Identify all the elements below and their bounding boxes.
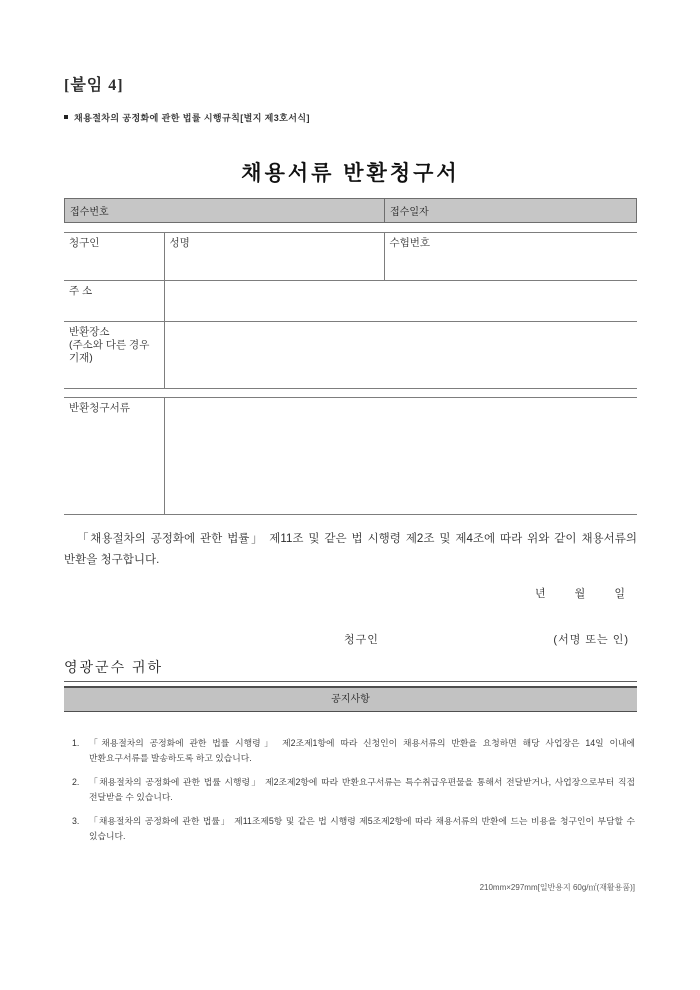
table-row <box>65 199 637 223</box>
return-place-note: (주소와 다른 경우 기재) <box>69 339 150 364</box>
date-year-label: 년 <box>534 588 546 600</box>
notice-header-bar: 공지사항 <box>64 686 637 712</box>
return-place-label: 반환장소 <box>69 326 110 338</box>
date-month-label: 월 <box>574 588 586 600</box>
receipt-header-table <box>64 198 637 223</box>
signature-note: (서명 또는 인) <box>553 634 629 646</box>
table-row <box>64 281 637 322</box>
address-label-cell: 주 소 <box>64 281 164 322</box>
regulation-reference <box>64 113 637 124</box>
recipient-line: 영광군수 귀하 <box>64 659 164 675</box>
form-title: 채용서류 반환청구서 <box>241 162 460 185</box>
claimant-info-table <box>64 232 637 389</box>
table-row <box>64 322 637 389</box>
declaration-text: 「채용절차의 공정화에 관한 법률」 제11조 및 같은 법 시행령 제2조 및 제4조에 따라 위와 같이 채용서류의 반환을 청구합니다. <box>64 533 637 566</box>
notice-item-text: 「채용절차의 공정화에 관한 법률 시행령」 제2조제1항에 따라 신청인이 채용서류의 반환을 요청하면 해당 사업장은 14일 이내에 반환요구서류를 발송하도록 하고 있습니다. <box>89 738 635 763</box>
date-line <box>64 585 637 598</box>
exam-number-input-cell: 수험번호 <box>384 233 637 281</box>
return-documents-input-cell <box>164 398 637 515</box>
regulation-reference-text: 채용절차의 공정화에 관한 법률 시행규칙[별지 제3호서식] <box>74 113 310 123</box>
receipt-number-cell: 접수번호 <box>65 199 385 223</box>
notice-item-number: 2. <box>72 777 80 787</box>
receipt-date-cell: 접수일자 <box>385 199 637 223</box>
paper-spec-footer: 210mm×297mm[일반용지 60g/㎡(재활용품)] <box>479 883 635 892</box>
claimant-label-cell: 청구인 <box>64 233 164 281</box>
attachment-label: [붙임 4] <box>64 77 124 94</box>
table-row <box>64 398 637 515</box>
notice-item-number: 1. <box>72 738 80 748</box>
address-input-cell <box>164 281 637 322</box>
return-place-label-cell <box>64 322 164 389</box>
notice-item-number: 3. <box>72 816 80 826</box>
section-divider <box>64 681 637 682</box>
bullet-icon <box>64 115 68 119</box>
list-item <box>72 814 635 844</box>
date-day-label: 일 <box>614 588 625 600</box>
table-row <box>64 233 637 281</box>
return-documents-table <box>64 397 637 515</box>
notice-list <box>64 736 637 844</box>
notice-item-text: 「채용절차의 공정화에 관한 법률」 제11조제5항 및 같은 법 시행령 제5조제2항에 따라 채용서류의 반환에 드는 비용을 청구인이 부담할 수 있습니다. <box>89 816 635 841</box>
signature-line <box>64 631 637 647</box>
return-documents-label-cell: 반환청구서류 <box>64 398 164 515</box>
notice-item-text: 「채용절차의 공정화에 관한 법률 시행령」 제2조제2항에 따라 반환요구서류는 특수취급우편물을 통해서 전달받거나, 사업장으로부터 직접 전달받을 수 있습니다. <box>89 777 635 802</box>
list-item <box>72 775 635 805</box>
list-item <box>72 736 635 766</box>
name-input-cell: 성명 <box>164 233 384 281</box>
return-place-input-cell <box>164 322 637 389</box>
claimant-signature-label: 청구인 <box>344 634 379 646</box>
